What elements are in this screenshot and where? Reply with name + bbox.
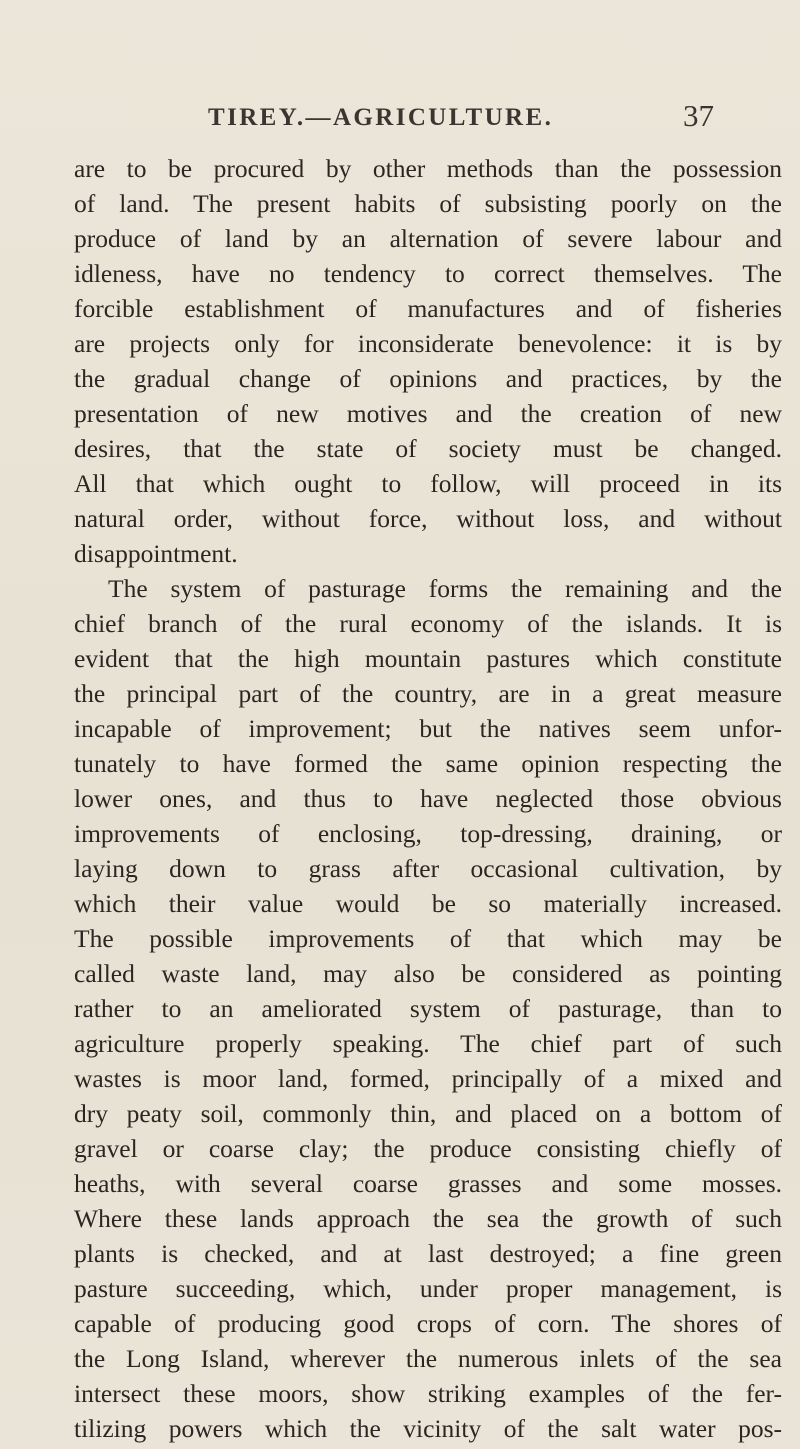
text-line: intersect these moors, show striking examples of the fer-: [74, 1379, 782, 1408]
text-line: lower ones, and thus to have neglected those obvious: [74, 784, 782, 813]
text-line: idleness, have no tendency to correct themselves. The: [74, 259, 782, 288]
text-line: capable of producing good crops of corn. The shores of: [74, 1309, 782, 1338]
text-line: wastes is moor land, formed, principally of a mixed and: [74, 1064, 782, 1093]
text-line: gravel or coarse clay; the produce consisting chiefly of: [74, 1134, 782, 1163]
text-line: tilizing powers which the vicinity of the salt water pos-: [74, 1414, 782, 1443]
text-line: presentation of new motives and the creation of new: [74, 399, 782, 428]
text-line: dry peaty soil, commonly thin, and placed on a bottom of: [74, 1099, 782, 1128]
text-line: forcible establishment of manufactures and of fisheries: [74, 294, 782, 323]
text-line: agriculture properly speaking. The chief part of such: [74, 1029, 782, 1058]
running-head: [0, 98, 800, 144]
text-line: of land. The present habits of subsisting poorly on the: [74, 189, 782, 218]
text-line: disappointment.: [74, 539, 238, 568]
paragraph-first-line: The system of pasturage forms the remaining and the: [108, 574, 782, 603]
text-line: All that which ought to follow, will proceed in its: [74, 469, 782, 498]
text-line: the gradual change of opinions and practices, by the: [74, 364, 782, 393]
text-line: pasture succeeding, which, under proper management, is: [74, 1274, 782, 1303]
text-line: chief branch of the rural economy of the islands. It is: [74, 609, 782, 638]
running-head-title: TIREY.—AGRICULTURE.: [208, 104, 554, 131]
text-line: incapable of improvement; but the natives seem unfor-: [74, 714, 782, 743]
text-line: are projects only for inconsiderate benevolence: it is by: [74, 329, 782, 358]
text-line: rather to an ameliorated system of pasturage, than to: [74, 994, 782, 1023]
text-line: The possible improvements of that which may be: [74, 924, 782, 953]
text-line: called waste land, may also be considered as pointing: [74, 959, 782, 988]
text-line: evident that the high mountain pastures which constitute: [74, 644, 782, 673]
text-line: the Long Island, wherever the numerous inlets of the sea: [74, 1344, 782, 1373]
text-line: produce of land by an alternation of severe labour and: [74, 224, 782, 253]
text-line: which their value would be so materially increased.: [74, 889, 782, 918]
text-line: natural order, without force, without loss, and without: [74, 504, 782, 533]
text-line: are to be procured by other methods than the possession: [74, 154, 782, 183]
text-line: desires, that the state of society must be changed.: [74, 434, 782, 463]
text-line: the principal part of the country, are in a great measure: [74, 679, 782, 708]
text-line: improvements of enclosing, top-dressing, draining, or: [74, 819, 782, 848]
text-line: plants is checked, and at last destroyed; a fine green: [74, 1239, 782, 1268]
text-line: heaths, with several coarse grasses and some mosses.: [74, 1169, 782, 1198]
text-line: tunately to have formed the same opinion respecting the: [74, 749, 782, 778]
text-line: Where these lands approach the sea the growth of such: [74, 1204, 782, 1233]
page-number: 37: [683, 98, 714, 133]
text-line: laying down to grass after occasional cultivation, by: [74, 854, 782, 883]
